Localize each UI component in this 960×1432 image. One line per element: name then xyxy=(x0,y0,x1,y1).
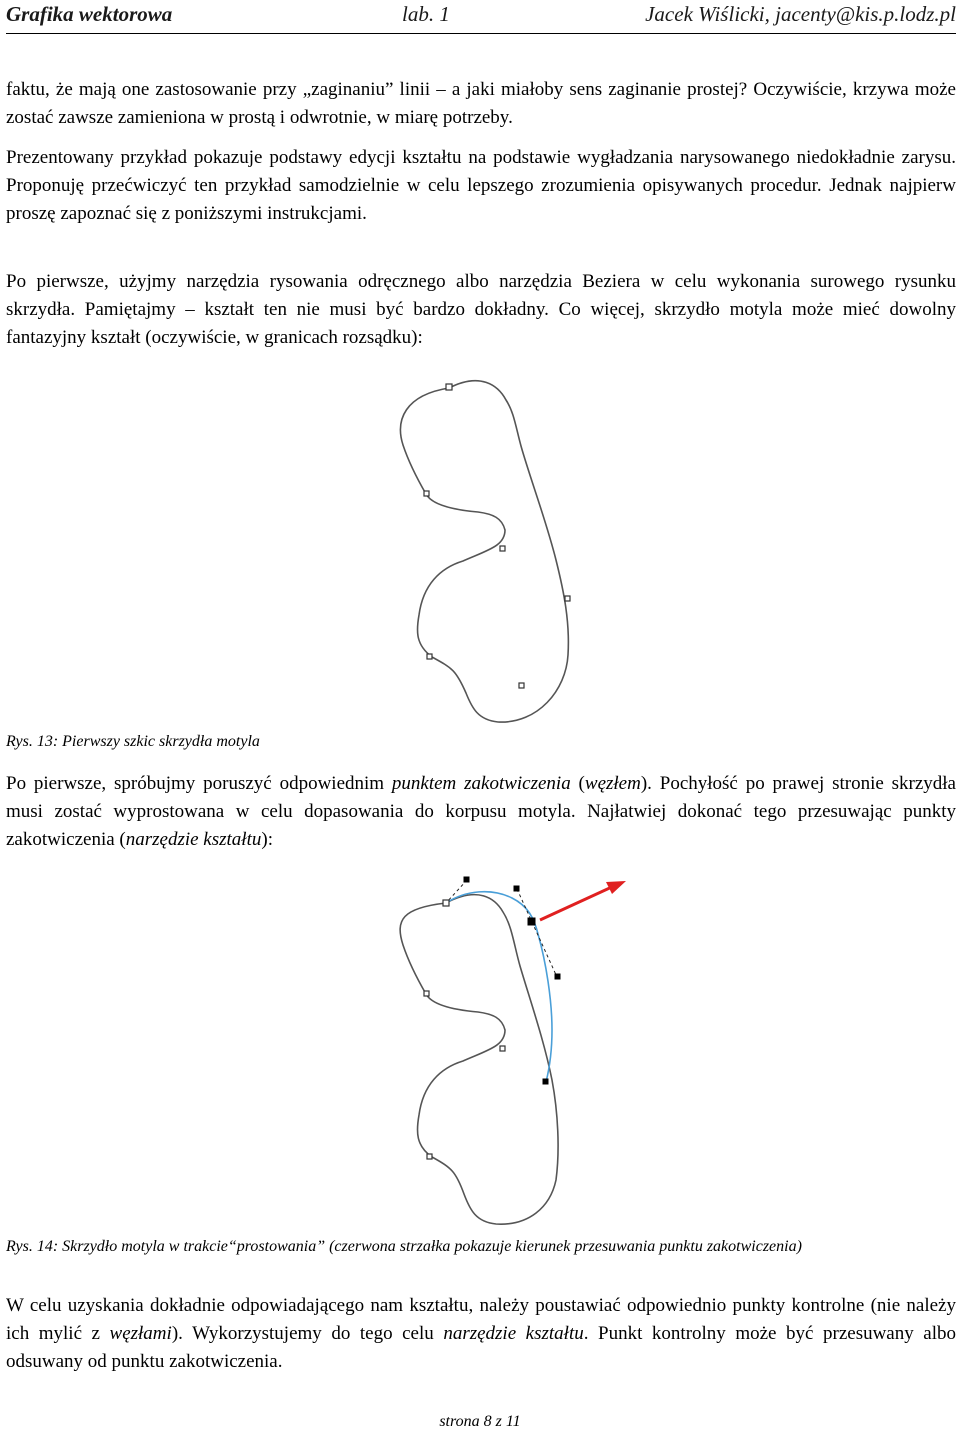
anchor-node xyxy=(427,1154,432,1159)
anchor-node xyxy=(519,683,524,688)
control-point xyxy=(464,877,469,882)
page-header xyxy=(6,0,956,30)
paragraph-5 xyxy=(6,1292,956,1376)
control-point xyxy=(514,886,519,891)
figure-14-wing-straightening xyxy=(0,870,960,1230)
figure-13-caption: Rys. 13: Pierwszy szkic skrzydła motyla xyxy=(6,733,260,750)
anchor-node xyxy=(424,991,429,996)
anchor-node xyxy=(427,654,432,659)
p4-text: ). Pochyłość po prawej stronie skrzydła musi zostać wyprostowana w celu dopasowania do korpusu motyla. Najłatwiej dokonać tego przesuwając punkty zakotwiczenia ( xyxy=(6,773,956,850)
anchor-nodes xyxy=(424,384,570,688)
paragraph-1: faktu, że mają one zastosowanie przy „zaginaniu” linii – a jaki miałoby sens zaginanie prostej? Oczywiście, krzywa może zostać zawsze zamieniona w prostą i odwrotnie, w miarę potrzeby. xyxy=(6,79,956,128)
wing-edited-curve xyxy=(446,892,552,1082)
p5-term-nodes: węzłami xyxy=(109,1323,172,1344)
anchor-nodes xyxy=(424,877,560,1159)
p4-term-anchor-point: punktem zakotwiczenia xyxy=(391,773,571,794)
selected-anchor-node xyxy=(528,918,535,925)
anchor-node xyxy=(500,1046,505,1051)
red-direction-arrow xyxy=(540,886,614,920)
paragraph-3: Po pierwsze, użyjmy narzędzia rysowania odręcznego albo narzędzia Beziera w celu wykonania surowego rysunku skrzydła. Pamiętajmy – kształt ten nie musi być bardzo dokładny. Co więcej, skrzydło motyla może mieć dowolny fantazyjny kształt (oczywiście, w granicach rozsądku): xyxy=(6,271,956,348)
wing-outline-sketch xyxy=(400,381,568,722)
header-course-title: Grafika wektorowa xyxy=(6,2,173,26)
page-number: strona 8 z 11 xyxy=(439,1413,521,1430)
red-arrow-head xyxy=(606,881,626,894)
p5-text: W celu uzyskania dokładnie odpowiadającego nam kształtu, należy poustawiać odpowiednio punkty kontrolne (nie należy ich mylić z xyxy=(6,1295,956,1344)
figure-13-wing-sketch xyxy=(0,370,960,730)
p4-text: Po pierwsze, spróbujmy poruszyć odpowiednim xyxy=(6,773,392,794)
figure-14-caption: Rys. 14: Skrzydło motyla w trakcie“prostowania” (czerwona strzałka pokazuje kierunek przesuwania punktu zakotwiczenia) xyxy=(6,1238,802,1255)
anchor-node xyxy=(565,596,570,601)
paragraph-2: Prezentowany przykład pokazuje podstawy edycji kształtu na podstawie wygładzania narysowanego niedokładnie zarysu. Proponuję przećwiczyć ten przykład samodzielnie w celu lepszego zrozumienia opisywanych procedur. Jednak najpierw proszę zapoznać się z poniższymi instrukcjami. xyxy=(6,147,956,224)
wing-outline-original xyxy=(400,895,558,1225)
anchor-node xyxy=(443,900,449,906)
header-divider xyxy=(6,33,956,34)
anchor-node xyxy=(543,1079,548,1084)
control-point xyxy=(555,974,560,979)
anchor-node xyxy=(500,546,505,551)
paragraph-4 xyxy=(6,770,956,854)
p4-text: ( xyxy=(570,773,585,794)
p5-term-shape-tool: narzędzie kształtu xyxy=(443,1323,584,1344)
anchor-node xyxy=(424,491,429,496)
p5-text: ). Wykorzystujemy do tego celu xyxy=(171,1323,444,1344)
p4-term-node: węzłem xyxy=(584,773,641,794)
p4-term-shape-tool: narzędzie kształtu xyxy=(125,829,262,850)
header-lab-number: lab. 1 xyxy=(402,2,450,26)
anchor-node xyxy=(446,384,452,390)
p5-text: . Punkt kontrolny może być przesuwany albo odsuwany od punktu zakotwiczenia. xyxy=(6,1323,956,1372)
header-author: Jacek Wiślicki, jacenty@kis.p.lodz.pl xyxy=(645,2,956,26)
p4-text: ): xyxy=(261,829,273,850)
